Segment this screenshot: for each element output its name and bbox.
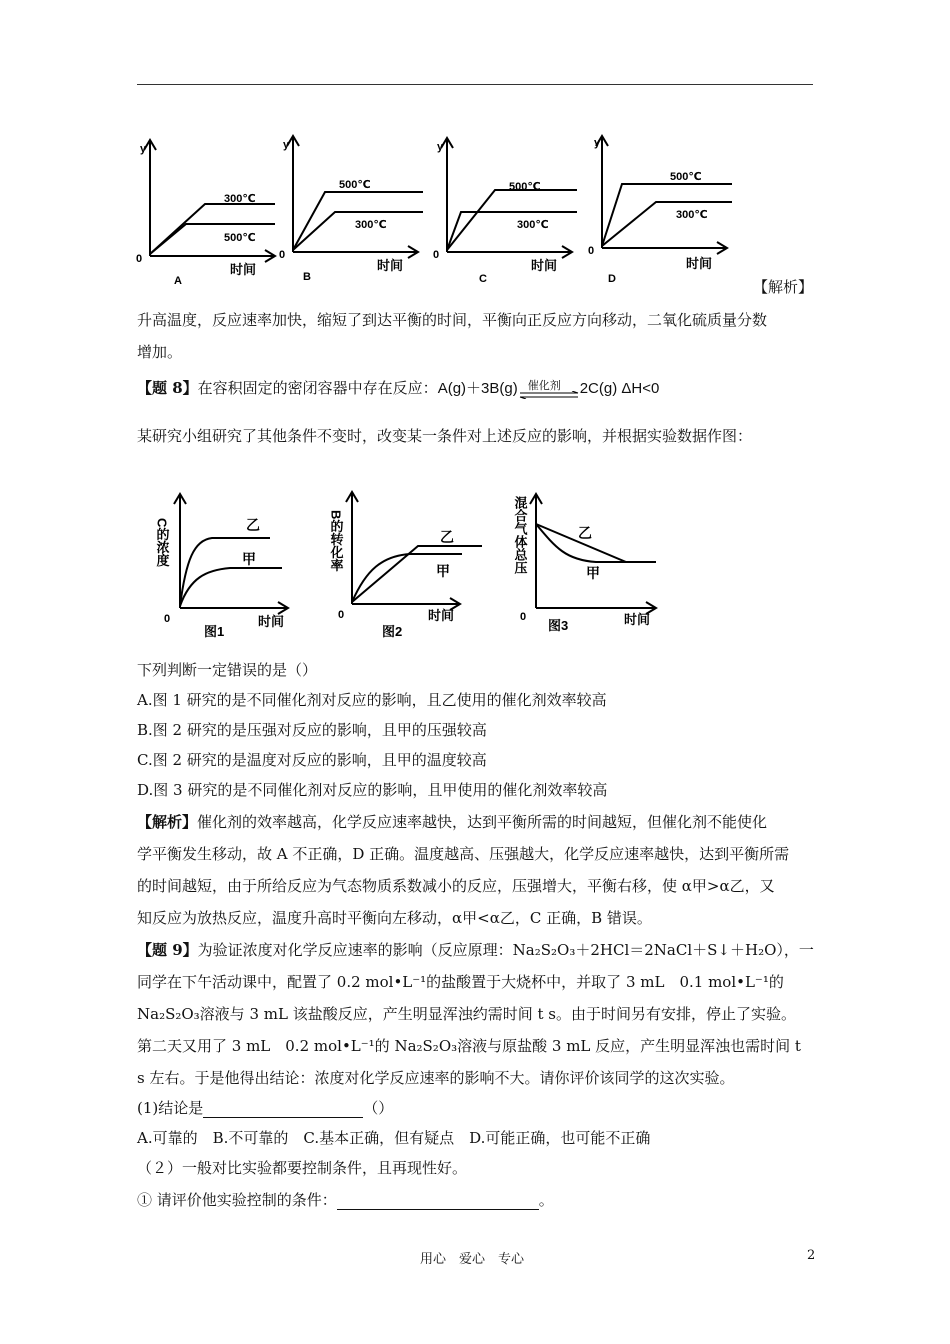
x-label: 时间 [686, 256, 713, 271]
q9-line3: Na₂S₂O₃溶液与 3 mL 该盐酸反应，产生明显浑浊约需时间 t s。由于时间另有安排，停止了实验。 [137, 1005, 796, 1023]
q8-statement [137, 378, 817, 399]
lower-temp-label: 300℃ [676, 209, 708, 221]
origin-label: 0 [279, 249, 286, 261]
upper-temp-label: 500℃ [509, 181, 541, 193]
chart-d [588, 136, 732, 285]
curve-lower [447, 212, 577, 250]
analysis-text-line2: 增加。 [137, 343, 183, 361]
y-label: 混合气体总压 [512, 496, 528, 574]
curve-lower [293, 212, 423, 250]
q8-option-d: D.图 3 研究的是不同催化剂对反应的影响，且甲使用的催化剂效率较高 [137, 781, 608, 799]
lower-temp-label: 300℃ [517, 219, 549, 231]
q8-analysis-line2: 学平衡发生移动，故 A 不正确，D 正确。温度越高、压强越大，化学反应速率越快，达到平衡所需 [137, 845, 790, 863]
curve-lower [150, 224, 275, 254]
chart-caption: B [303, 271, 311, 283]
answer-blank-1[interactable] [203, 1101, 363, 1118]
answer-blank-2[interactable] [337, 1193, 539, 1210]
origin-label: 0 [520, 611, 527, 623]
x-label: 时间 [624, 612, 651, 627]
sub2-item-prefix: ① 请评价他实验控制的条件： [137, 1191, 337, 1209]
q9-line5: s 左右。于是他得出结论：浓度对化学反应速率的影响不大。请你评价该同学的这次实验。 [137, 1069, 735, 1087]
q8-option-b: B.图 2 研究的是压强对反应的影响，且甲的压强较高 [137, 721, 487, 739]
lower-temp-label: 500℃ [224, 232, 256, 244]
y-label: B的转化率 [328, 510, 344, 572]
y-label: y [437, 141, 444, 153]
upper-temp-label: 500℃ [670, 171, 702, 183]
curve-upper [150, 204, 275, 254]
curve-upper [447, 190, 577, 250]
q8-tag: 【题 8】 [137, 379, 198, 397]
footer-text: 用心 爱心 专心 [420, 1252, 525, 1267]
x-label: 时间 [531, 258, 558, 273]
q9-tag: 【题 9】 [137, 941, 198, 959]
catalyst-label: 催化剂 [527, 379, 561, 392]
q8-figures [150, 490, 670, 640]
chart-caption: A [174, 275, 182, 287]
label-jia: 甲 [436, 563, 450, 579]
y-label: C的浓度 [154, 518, 170, 567]
q8-analysis-line4: 知反应为放热反应，温度升高时平衡向左移动，α甲<α乙，C 正确，B 错误。 [137, 909, 652, 927]
q8-analysis-line1 [137, 812, 817, 832]
curve-yi [180, 538, 270, 606]
q8-option-c: C.图 2 研究的是温度对反应的影响，且甲的温度较高 [137, 751, 487, 769]
label-yi: 乙 [246, 517, 260, 533]
origin-label: 0 [588, 245, 595, 257]
q8-intro: 在容积固定的密闭容器中存在反应： [197, 379, 438, 397]
equilibrium-arrow [518, 379, 580, 399]
q9-sub1-options: A.可靠的 B.不可靠的 C.基本正确，但有疑点 D.可能正确，也可能不正确 [137, 1129, 651, 1147]
page-number: 2 [807, 1248, 816, 1263]
y-label: y [283, 139, 290, 151]
x-label: 时间 [230, 262, 257, 277]
chart-c [433, 138, 577, 285]
label-jia: 甲 [242, 551, 256, 567]
curve-jia [180, 568, 282, 606]
q9-sub1 [137, 1098, 817, 1118]
origin-label: 0 [164, 613, 171, 625]
chart-caption: D [608, 273, 616, 285]
q9-sub2-item [137, 1190, 817, 1210]
figure-2 [329, 492, 483, 639]
analysis-tag: 【解析】 [753, 278, 814, 296]
chart-b [279, 136, 423, 283]
upper-temp-label: 500℃ [339, 179, 371, 191]
sub2-item-suffix: 。 [538, 1191, 554, 1209]
figure-3 [513, 494, 657, 633]
label-yi: 乙 [578, 525, 592, 541]
x-label: 时间 [377, 258, 404, 273]
curve-lower [602, 202, 732, 246]
figure-caption: 图1 [204, 624, 225, 639]
double-arrow-icon [518, 391, 580, 399]
reaction-left: A(g)＋3B(g) [437, 380, 518, 397]
sub1-prefix: (1)结论是 [137, 1099, 204, 1117]
q8-analysis-line3: 的时间越短，由于所给反应为气态物质系数减小的反应，压强增大，平衡右移，使 α甲>α乙，又 [137, 877, 775, 895]
q8-question: 下列判断一定错误的是（） [137, 661, 318, 679]
q9-sub2: （２）一般对比实验都要控制条件，且再现性好。 [137, 1159, 468, 1177]
y-label: y [140, 143, 147, 155]
reaction-right: 2C(g) ΔH<0 [579, 380, 660, 397]
label-jia: 甲 [586, 565, 600, 581]
q8-option-a: A.图 1 研究的是不同催化剂对反应的影响，且乙使用的催化剂效率较高 [137, 691, 607, 709]
q9-line1 [137, 940, 817, 960]
analysis-text-line1: 升高温度，反应速率加快，缩短了到达平衡的时间，平衡向正反应方向移动，二氧化硫质量分数 [137, 311, 768, 329]
q8-study-text: 某研究小组研究了其他条件不变时，改变某一条件对上述反应的影响，并根据实验数据作图： [137, 427, 753, 445]
figure-caption: 图3 [548, 618, 569, 633]
q9-text: 为验证浓度对化学反应速率的影响（反应原理：Na₂S₂O₃＋2HCl＝2NaCl＋S↓＋H₂O），一 [197, 941, 814, 959]
chart-caption: C [479, 273, 487, 285]
sub1-suffix: （） [363, 1099, 394, 1117]
q8-analysis-text: 催化剂的效率越高，化学反应速率越快，达到平衡所需的时间越短，但催化剂不能使化 [197, 813, 768, 831]
q8-analysis-tag: 【解析】 [137, 813, 198, 831]
lower-temp-label: 300℃ [355, 219, 387, 231]
origin-label: 0 [433, 249, 440, 261]
origin-label: 0 [338, 609, 345, 621]
x-label: 时间 [428, 608, 455, 623]
label-yi: 乙 [440, 529, 454, 545]
curve-upper [602, 184, 732, 246]
y-label: y [594, 137, 601, 149]
x-label: 时间 [258, 614, 285, 629]
figure-1 [155, 494, 289, 639]
q9-line4: 第二天又用了 3 mL 0.2 mol•L⁻¹的 Na₂S₂O₃溶液与原盐酸 3 mL 反应，产生明显浑浊也需时间 t [137, 1037, 801, 1055]
upper-temp-label: 300℃ [224, 193, 256, 205]
chart-a [136, 140, 275, 287]
header-rule [137, 84, 813, 85]
top-charts [120, 128, 760, 288]
origin-label: 0 [136, 253, 143, 265]
figure-caption: 图2 [382, 624, 403, 639]
q9-line2: 同学在下午活动课中，配置了 0.2 mol•L⁻¹的盐酸置于大烧杯中，并取了 3 mL 0.1 mol•L⁻¹的 [137, 973, 784, 991]
